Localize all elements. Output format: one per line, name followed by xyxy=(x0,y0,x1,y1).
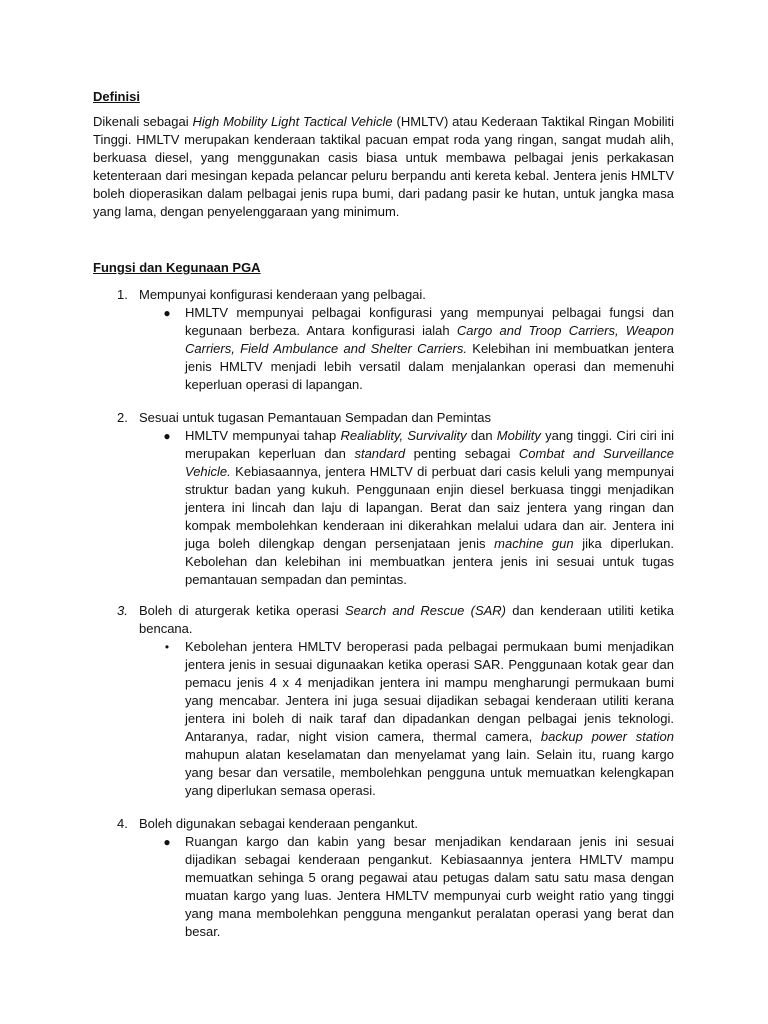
italic-run: standard xyxy=(354,446,406,461)
text-run: Sesuai untuk tugasan Pemantauan Sempadan dan Pemintas xyxy=(139,410,491,425)
text-run: Boleh di aturgerak ketika operasi xyxy=(139,603,345,618)
italic-run: Search and Rescue (SAR) xyxy=(345,603,507,618)
text-run: dan kenderaan utiliti ketika bencana. xyxy=(139,603,674,636)
item-number: 3. xyxy=(117,603,128,618)
item-title xyxy=(139,602,674,638)
text-run: Ruangan kargo dan kabin yang besar menjadikan kendaraan jenis ini sesuai dijadikan sebagai kenderaan pengankut. Kebiasaannya jentera HMLTV mampu memuatkan sehinga 5 orang pegawai atau petugas dalam satu satu masa dengan muatan kargo yang luas. Jentera HMLTV mempunyai curb weight ratio yang tinggi yang mana membolehkan pengguna mengankut peralatan operasi yang berat dan besar. xyxy=(185,834,674,939)
item-title xyxy=(139,286,674,304)
item-number: 2. xyxy=(117,410,128,425)
item-number: 1. xyxy=(117,287,128,302)
italic-run: Mobility xyxy=(496,428,541,443)
text-run: (HMLTV) atau Kederaan Taktikal Ringan Mobiliti Tinggi. HMLTV merupakan kenderaan taktikal pacuan empat roda yang ringan, sangat mudah alih, berkuasa diesel, yang menggunakan casis biasa untuk membawa pelbagai jenis perkakasan ketenteraan dari mesingan kepada pelancar peluru berpandu anti kereta kebal. Jentera jenis HMLTV boleh dioperasikan dalam pelbagai jenis rupa bumi, dari padang pasir ke hutan, untuk jangka masa yang lama, dengan penyelenggaraan yang minimum. xyxy=(93,114,674,219)
bullet-icon: ● xyxy=(163,429,171,443)
text-run: penting sebagai xyxy=(405,446,519,461)
text-run: Kelebihan ini membuatkan jentera jenis HMLTV menjadi lebih versatil dalam menjalankan operasi dan memenuhi keperluan operasi di lapangan. xyxy=(185,341,674,392)
bullet-text xyxy=(185,427,674,589)
text-run: HMLTV mempunyai pelbagai konfigurasi yang mempunyai pelbagai fungsi dan kegunaan berbeza. Antara konfigurasi ialah xyxy=(185,305,674,338)
text-run: mahupun alatan keselamatan dan menyelamat yang lain. Selain itu, ruang kargo yang besar dan versatile, membolehkan pengguna untuk memuatkan kelengkapan yang diperlukan semasa operasi. xyxy=(185,747,674,798)
text-run: yang tinggi. Ciri ciri ini merupakan keperluan dan xyxy=(185,428,675,461)
italic-run: Combat and Surveillance Vehicle. xyxy=(185,446,675,479)
bullet-text xyxy=(185,304,674,394)
italic-run: backup power station xyxy=(540,729,675,744)
text-run: Kebolehan jentera HMLTV beroperasi pada pelbagai permukaan bumi menjadikan jentera jenis in sesuai digunaakan ketika operasi SAR. Penggunaan kotak gear dan pemacu jenis 4 x 4 menjadikan jentera ini mampu mengharungi permukaan bumi yang mencabar. Jentera ini juga sesuai dijadikan sebagai kenderaan utiliti kerana jentera ini boleh di naik taraf dan dipadankan dengan pelbagai jenis teknologi. Antaranya, radar, night vision camera, thermal camera, xyxy=(185,639,674,744)
italic-run: Realiablity, Survivality xyxy=(340,428,467,443)
item-number: 4. xyxy=(117,816,128,831)
text-run: Kebiasaannya, jentera HMLTV di perbuat dari casis keluli yang mempunyai struktur badan yang kukuh. Penggunaan enjin diesel berkuasa tinggi menjadikan jentera ini lincah dan laju di lapangan. Berat dan saiz jentera yang ringan dan kompak membolehkan kenderaan ini dikerahkan melalui udara dan air. Jentera ini juga boleh dilengkap dengan persenjataan jenis xyxy=(185,464,674,551)
item-title xyxy=(139,815,674,833)
bullet-text xyxy=(185,833,674,941)
heading-fungsi: Fungsi dan Kegunaan PGA xyxy=(93,260,261,275)
text-run: Dikenali sebagai xyxy=(93,114,193,129)
italic-run: Cargo and Troop Carriers, Weapon Carriers, Field Ambulance and Shelter Carriers. xyxy=(185,323,674,356)
text-run: jika diperlukan. Kebolehan dan kelebihan ini membuatkan jentera jenis ini sesuai untuk tugas pemantauan sempadan dan pemintas. xyxy=(185,536,675,587)
text-run: HMLTV mempunyai tahap xyxy=(185,428,341,443)
heading-definisi: Definisi xyxy=(93,89,140,104)
definisi-paragraph xyxy=(93,113,674,221)
bullet-icon: ● xyxy=(163,306,171,320)
item-title xyxy=(139,409,674,427)
bullet-text xyxy=(185,638,674,800)
bullet-icon: ● xyxy=(163,835,171,849)
italic-run: High Mobility Light Tactical Vehicle xyxy=(192,114,393,129)
text-run: Boleh digunakan sebagai kenderaan pengankut. xyxy=(139,816,419,831)
italic-run: machine gun xyxy=(494,536,574,551)
text-run: Mempunyai konfigurasi kenderaan yang pelbagai. xyxy=(139,287,426,302)
bullet-icon: • xyxy=(164,640,170,654)
text-run: dan xyxy=(466,428,497,443)
